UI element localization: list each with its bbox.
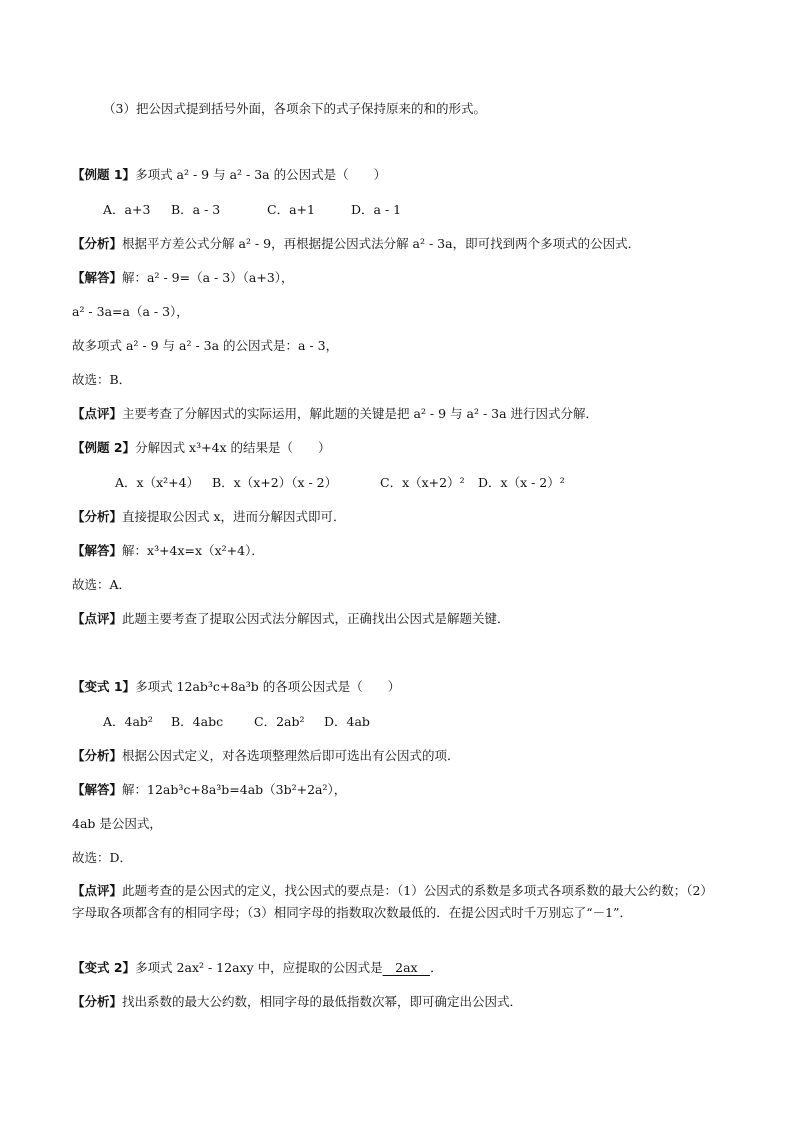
analysis-tag: 【分析】 (72, 236, 123, 251)
option-c: C．x（x+2）² (380, 475, 465, 490)
example-1-answer-line-3: 故多项式 a² - 9 与 a² - 3a 的公因式是：a - 3， (72, 338, 339, 353)
analysis-text: 根据公因式定义，对各选项整理然后即可选出有公因式的项． (122, 748, 460, 763)
example-1-question-text: 多项式 a² - 9 与 a² - 3a 的公因式是（ ） (135, 167, 387, 182)
variant-1-question (72, 679, 400, 695)
example-1-options (103, 202, 401, 218)
example-2-comment (72, 611, 510, 627)
answer-text: 解：a² - 9=（a - 3）（a+3）， (122, 270, 294, 285)
option-b: B．4abc (171, 714, 224, 729)
variant-2-question (72, 960, 443, 976)
example-2-question (72, 440, 331, 456)
intro-step-3: （3）把公因式提到括号外面，各项余下的式子保持原来的和的形式。 (103, 101, 486, 116)
option-d: D．4ab (324, 714, 370, 729)
option-b: B．a - 3 (171, 202, 221, 217)
example-2-options (115, 475, 565, 491)
analysis-tag: 【分析】 (72, 994, 123, 1009)
example-1-answer-line-2: a² - 3a=a（a - 3）， (72, 304, 189, 319)
variant-2-analysis (72, 994, 522, 1010)
example-2-analysis (72, 509, 346, 525)
comment-tag: 【点评】 (72, 883, 123, 898)
analysis-text: 找出系数的最大公约数，相同字母的最低指数次幂，即可确定出公因式． (122, 994, 523, 1009)
example-2-question-text: 分解因式 x³+4x 的结果是（ ） (135, 440, 331, 455)
example-1-comment (72, 406, 598, 422)
answer-tag: 【解答】 (72, 782, 123, 797)
option-b: B．x（x+2）（x - 2） (212, 475, 338, 490)
option-d: D．x（x - 2）² (478, 475, 565, 490)
option-a: A．4ab² (103, 714, 153, 729)
example-2-tag: 【例题 2】 (72, 440, 136, 455)
variant-1-options (103, 714, 370, 730)
example-1-tag: 【例题 1】 (72, 167, 136, 182)
comment-text: 主要考查了分解因式的实际运用，解此题的关键是把 a² - 9 与 a² - 3a 进行因式分解． (122, 406, 599, 421)
example-1-question (72, 167, 386, 183)
example-1-analysis (72, 236, 640, 252)
answer-tag: 【解答】 (72, 543, 123, 558)
comment-text: 此题考查的是公因式的定义，找公因式的要点是：（1）公因式的系数是多项式各项系数的最大公约数；（2）字母取各项都含有的相同字母；（3）相同字母的指数取次数最低的．在提公因式时千万别忘了“－1”． (72, 883, 713, 920)
analysis-text: 根据平方差公式分解 a² - 9，再根据提公因式法分解 a² - 3a，即可找到两个多项式的公因式． (122, 236, 641, 251)
option-c: C．a+1 (267, 202, 315, 217)
answer-text: 解：x³+4x=x（x²+4）． (122, 543, 264, 558)
variant-2-question-text: 多项式 2ax² - 12axy 中，应提取的公因式是 (135, 960, 383, 975)
analysis-tag: 【分析】 (72, 509, 123, 524)
option-a: A．a+3 (103, 202, 151, 217)
option-c: C．2ab² (254, 714, 305, 729)
variant-1-answer (72, 782, 346, 798)
comment-text: 此题主要考查了提取公因式法分解因式，正确找出公因式是解题关键． (122, 611, 510, 626)
variant-1-tag: 【变式 1】 (72, 679, 136, 694)
option-a: A．x（x²+4） (115, 475, 200, 490)
answer-tag: 【解答】 (72, 270, 123, 285)
variant-1-choice: 故选：D． (72, 850, 133, 865)
variant-1-comment (72, 880, 722, 924)
analysis-tag: 【分析】 (72, 748, 123, 763)
example-2-answer (72, 543, 264, 559)
variant-2-question-end: ． (430, 960, 443, 975)
variant-1-question-text: 多项式 12ab³c+8a³b 的各项公因式是（ ） (135, 679, 401, 694)
analysis-text: 直接提取公因式 x，进而分解因式即可． (122, 509, 346, 524)
variant-1-answer-line-2: 4ab 是公因式， (72, 816, 162, 831)
example-2-choice: 故选：A． (72, 577, 132, 592)
variant-1-analysis (72, 748, 460, 764)
example-1-answer (72, 270, 294, 286)
example-1-choice: 故选：B． (72, 372, 132, 387)
comment-tag: 【点评】 (72, 406, 123, 421)
variant-2-tag: 【变式 2】 (72, 960, 136, 975)
answer-blank: 2ax (382, 960, 431, 975)
comment-tag: 【点评】 (72, 611, 123, 626)
option-d: D．a - 1 (351, 202, 402, 217)
answer-text: 解：12ab³c+8a³b=4ab（3b²+2a²）， (122, 782, 347, 797)
